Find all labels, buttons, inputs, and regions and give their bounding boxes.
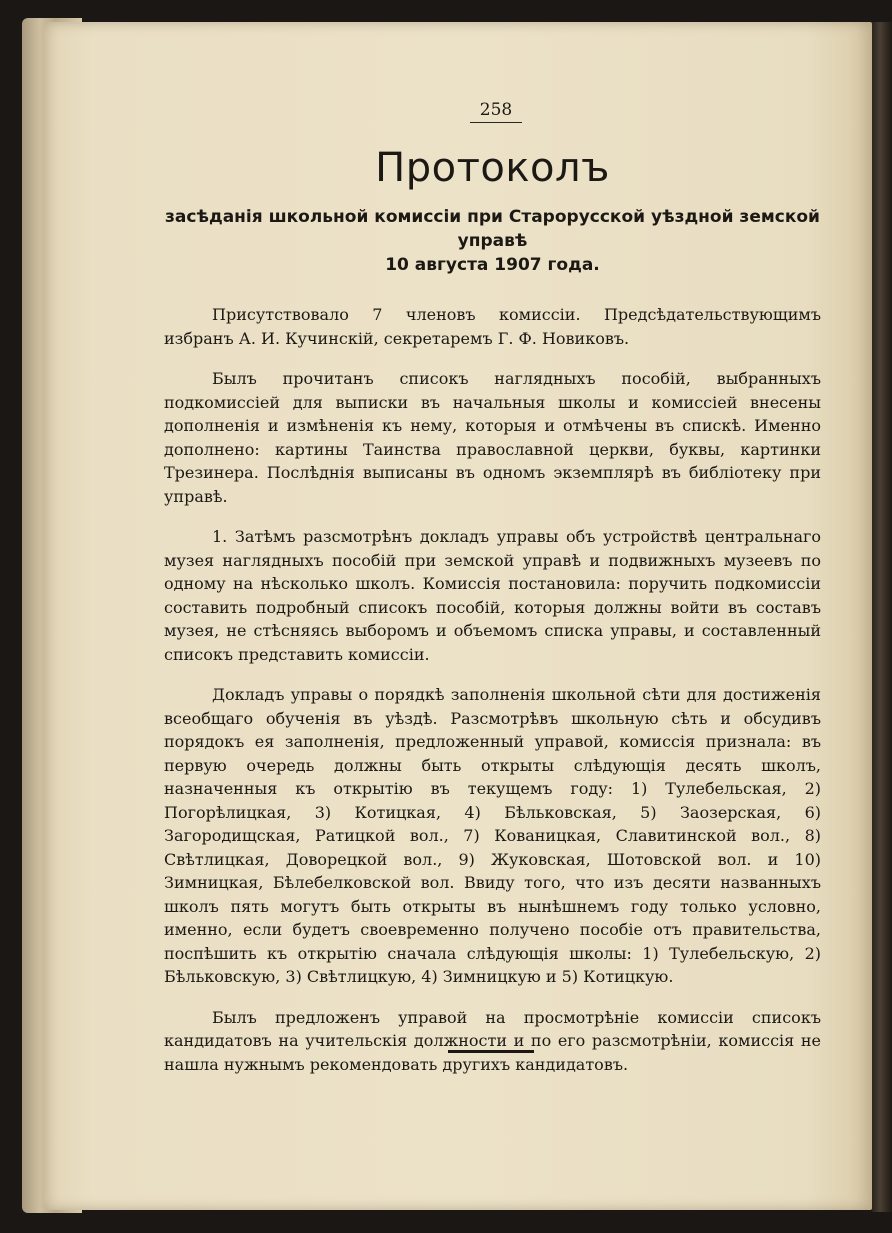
paragraph-visual-aids: Былъ прочитанъ списокъ наглядныхъ пособій, выбранныхъ подкомиссіей для выписки въ начальныя школы и комиссіей внесены дополненія и измѣненія къ нему, которыя и отмѣчены въ спискѣ. Именно дополнено: картины Таинства православной церкви, буквы, картинки Трезинера. Послѣднія выписаны въ одномъ экземплярѣ въ библіотеку при управѣ. (164, 369, 821, 506)
paragraph-museum: 1. Затѣмъ разсмотрѣнъ докладъ управы объ устройствѣ центральнаго музея наглядныхъ пособій при земской управѣ и подвижныхъ музеевъ по одному на нѣсколько школъ. Комиссія постановила: поручить подкомиссіи составить подробный списокъ пособій, которыя должны войти въ составъ музея, не стѣсняясь выборомъ и объемомъ списка управы, и составленный списокъ представить комиссіи. (164, 527, 821, 664)
closing-rule (448, 1050, 534, 1053)
paragraph-attendance: Присутствовало 7 членовъ комиссіи. Предсѣдательствующимъ избранъ А. И. Кучинскій, секретаремъ Г. Ф. Новиковъ. (164, 305, 821, 348)
book-binding-strip (872, 22, 892, 1212)
subtitle-line-2: 10 августа 1907 года. (385, 255, 600, 275)
document-body (164, 145, 821, 1093)
document-title: Протоколъ (375, 145, 610, 191)
paragraph-school-network: Докладъ управы о порядкѣ заполненія школьной сѣти для достиженія всеобщаго обученія въ уѣздѣ. Разсмотрѣвъ школьную сѣть и обсудивъ порядокъ ея заполненія, предложенный управой, комиссія признала: въ первую очередь должны быть открыты слѣдующія десять школъ, назначенныя къ открытію въ текущемъ году: 1) Тулебельская, 2) Погорѣлицкая, 3) Котицкая, 4) Бѣльковская, 5) Заозерская, 6) Загородищская, Ратицкой вол., 7) Кованицкая, Славитинской вол., 8) Свѣтлицкая, Доворецкой вол., 9) Жуковская, Шотовской вол. и 10) Зимницкая, Бѣлебелковской вол. Ввиду того, что изъ десяти названныхъ школъ пять могутъ быть открыты въ нынѣшнемъ году только условно, именно, если будетъ своевременно получено пособіе отъ правительства, поспѣшить къ открытію сначала слѣдующія школы: 1) Тулебельскую, 2) Бѣльковскую, 3) Свѣтлицкую, 4) Зимницкую и 5) Котицкую. (164, 685, 821, 986)
paragraph-candidates: Былъ предложенъ управой на просмотрѣніе комиссіи списокъ кандидатовъ на учительскія должности и по его разсмотрѣніи, комиссія не нашла нужнымъ рекомендовать другихъ кандидатовъ. (164, 1007, 821, 1074)
page-number: 258 (470, 100, 522, 123)
subtitle-line-1: засѣданія школьной комиссіи при Старорусской уѣздной земской управѣ (165, 207, 820, 251)
document-subtitle (164, 205, 821, 277)
